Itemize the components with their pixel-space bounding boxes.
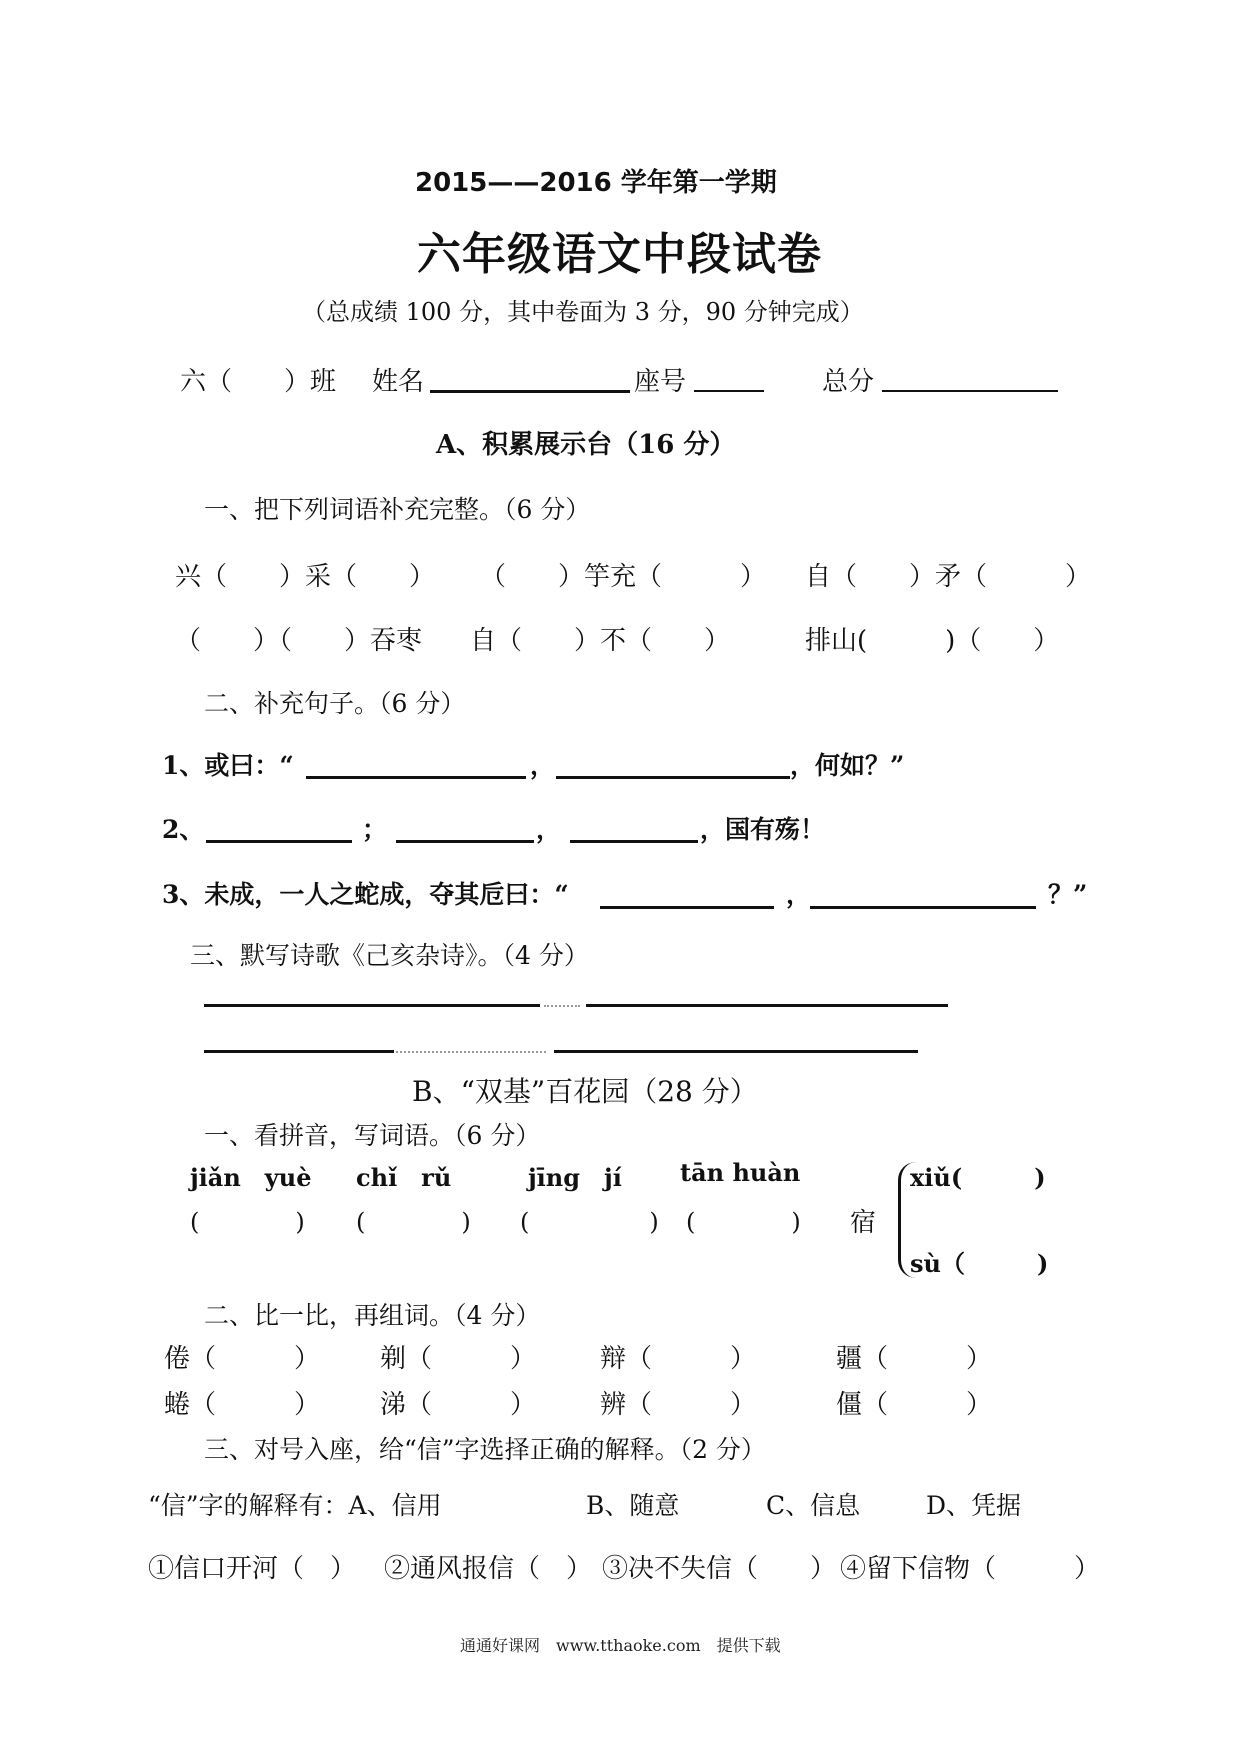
sentence-1-comma: ， <box>530 751 556 780</box>
compare-blank[interactable]: 剃（ ） <box>380 1344 537 1374</box>
class-label: 六（ ）班 <box>180 367 337 397</box>
definition-option: B、随意 <box>586 1491 680 1520</box>
pinyin-label: jiǎn yuè <box>190 1163 312 1192</box>
word-blank[interactable]: ( ) <box>356 1208 471 1236</box>
name-field[interactable] <box>430 390 630 393</box>
idiom-blank[interactable]: 兴（ ）采（ ） <box>175 562 436 592</box>
question-a3-title: 三、默写诗歌《己亥杂诗》。（4 分） <box>190 941 589 970</box>
sentence-2-suffix: ，国有殇！ <box>700 815 826 844</box>
polyphone-char: 宿 <box>850 1208 877 1238</box>
sentence-2-prefix: 2、 <box>162 815 205 844</box>
question-b2-title: 二、比一比，再组词。（4 分） <box>204 1301 541 1330</box>
section-a-title: A、积累展示台（16 分） <box>436 430 736 460</box>
compare-blank[interactable]: 辨（ ） <box>600 1390 757 1420</box>
match-item[interactable]: ①信口开河（ ） <box>148 1554 357 1584</box>
compare-blank[interactable]: 辩（ ） <box>600 1344 757 1374</box>
sentence-1-prefix: 1、或曰：“ <box>162 751 294 780</box>
poem-line-dots <box>544 1005 580 1007</box>
poem-line[interactable] <box>554 1050 918 1053</box>
word-blank[interactable]: ( ) <box>190 1208 305 1236</box>
idiom-blank[interactable]: 排山( )（ ） <box>805 626 1060 656</box>
sentence-3-blank[interactable] <box>600 906 774 909</box>
word-blank[interactable]: ( ) <box>520 1208 659 1236</box>
question-a1-title: 一、把下列词语补充完整。（6 分） <box>204 495 591 524</box>
sentence-2-semicolon: ； <box>362 815 388 844</box>
compare-blank[interactable]: 疆（ ） <box>836 1344 993 1374</box>
footer-credit: 通通好课网 www.tthaoke.com 提供下载 <box>460 1636 781 1655</box>
poem-line[interactable] <box>586 1004 948 1007</box>
match-item[interactable]: ②通风报信（ ） <box>384 1554 593 1584</box>
definition-option: C、信息 <box>766 1491 861 1520</box>
compare-blank[interactable]: 涕（ ） <box>380 1390 537 1420</box>
exam-term: 2015——2016 学年第一学期 <box>415 168 777 198</box>
compare-blank[interactable]: 倦（ ） <box>164 1344 321 1374</box>
definition-option: “信”字的解释有：A、信用 <box>148 1491 442 1520</box>
exam-title: 六年级语文中段试卷 <box>417 229 822 280</box>
match-item[interactable]: ④留下信物（ ） <box>840 1554 1101 1584</box>
question-b1-title: 一、看拼音，写词语。（6 分） <box>204 1121 541 1150</box>
poem-line-dots <box>396 1051 546 1053</box>
seat-label: 座号 <box>634 367 687 397</box>
sentence-3-blank[interactable] <box>810 906 1036 909</box>
word-blank[interactable]: ( ) <box>686 1208 801 1236</box>
idiom-blank[interactable]: 自（ ）矛（ ） <box>805 562 1092 592</box>
sentence-1-blank[interactable] <box>306 776 526 779</box>
idiom-blank[interactable]: （ ）（ ）吞枣 <box>175 626 423 656</box>
sentence-1-suffix: ，何如？” <box>790 751 905 780</box>
seat-field[interactable] <box>694 390 764 392</box>
sentence-2-blank[interactable] <box>396 840 534 843</box>
definition-option: D、凭据 <box>926 1491 1022 1520</box>
section-b-title: B、“双基”百花园（28 分） <box>412 1075 758 1108</box>
sentence-2-blank[interactable] <box>206 840 352 843</box>
sentence-3-suffix: ？” <box>1048 880 1088 909</box>
idiom-blank[interactable]: （ ）竽充（ ） <box>480 562 767 592</box>
poem-line[interactable] <box>204 1004 540 1007</box>
polyphone-reading[interactable]: sù（ ) <box>910 1249 1049 1278</box>
sentence-3-comma: ， <box>786 880 812 909</box>
sentence-3-prefix: 3、未成，一人之蛇成，夺其卮曰：“ <box>162 880 569 909</box>
name-label: 姓名 <box>372 367 425 397</box>
match-item[interactable]: ③决不失信（ ） <box>602 1554 837 1584</box>
pinyin-label: tān huàn <box>680 1158 801 1187</box>
total-field[interactable] <box>882 390 1058 392</box>
exam-note: （总成绩 100 分，其中卷面为 3 分，90 分钟完成） <box>302 298 864 326</box>
question-a2-title: 二、补充句子。（6 分） <box>204 689 466 718</box>
polyphone-reading[interactable]: xiǔ( ) <box>910 1163 1046 1192</box>
idiom-blank[interactable]: 自（ ）不（ ） <box>470 626 731 656</box>
question-b3-title: 三、对号入座，给“信”字选择正确的解释。（2 分） <box>204 1435 766 1464</box>
pinyin-label: chǐ rǔ <box>356 1163 452 1192</box>
sentence-2-comma: ， <box>536 815 562 844</box>
sentence-1-blank[interactable] <box>556 776 790 779</box>
compare-blank[interactable]: 僵（ ） <box>836 1390 993 1420</box>
pinyin-label: jīng jí <box>528 1163 622 1192</box>
compare-blank[interactable]: 蜷（ ） <box>164 1390 321 1420</box>
total-label: 总分 <box>822 367 875 397</box>
sentence-2-blank[interactable] <box>570 840 698 843</box>
poem-line[interactable] <box>204 1050 394 1053</box>
